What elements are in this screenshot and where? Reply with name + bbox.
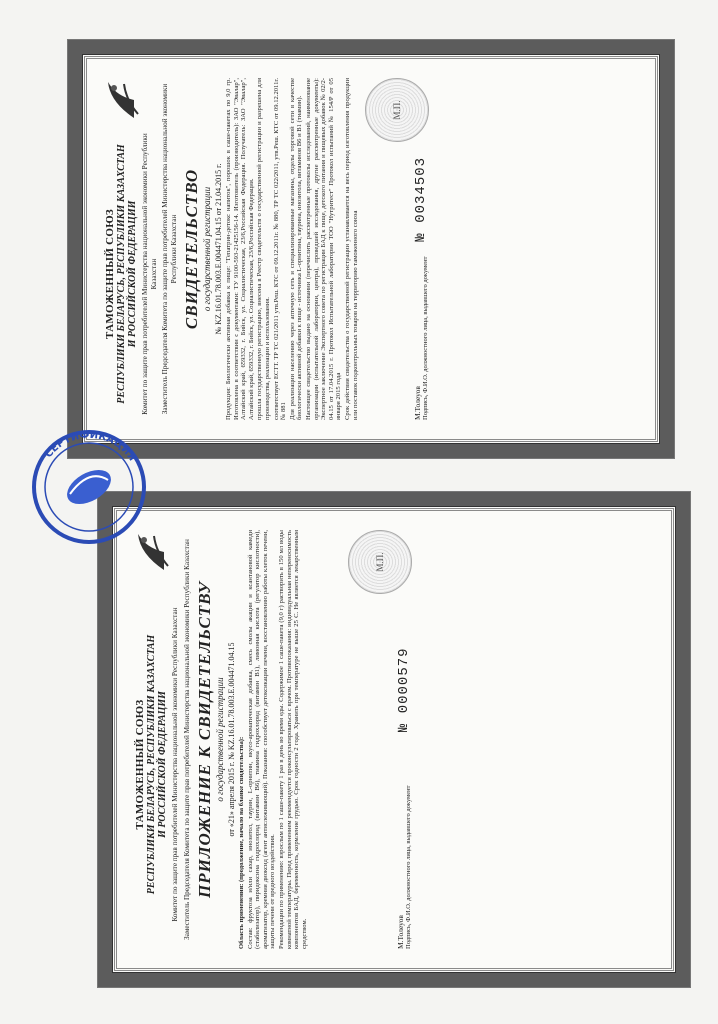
deputy-title: Заместитель Председателя Комитета по защите прав потребителей Министерства национальной экономики Республики Казахстан	[182, 539, 191, 940]
date-mid: »	[227, 809, 236, 816]
signature-hint: Подпись, Ф.И.О. должностного лица, выдавшего документ	[405, 785, 413, 949]
basis-text: Настоящее свидетельство выдано на основании (перечислить рассмотренные протоколы исследований, наименование организации (испытательной лаборатории, центра), проведшей исследования, другие рассмотренные документы): Экспертное заключение Экспертного совета по регистрации БАД к пище, детского питания и пищевых добавок № 02/2-04.15 от 17.04.2015 г. Протокол Испытательной лаборатории ТОО "Нутритест" Протокол испытаний № 154/Р от 05 января 2015 года	[304, 78, 343, 420]
signature-hint: Подпись, Ф.И.О. должностного лица, выдавшего документ	[422, 256, 430, 420]
signer-name: М.Толеуов	[396, 915, 406, 949]
serial-number: № 0034503	[413, 156, 430, 242]
certificate-subtitle: о государственной регистрации	[202, 186, 212, 312]
usage-text: Рекомендации по применению: взрослым по 1 саше-пакету 1 раз в день во время еды. Содержимое 1 саше-пакета (9,0 г) растворить в 150 мл воды комнатной температуры. Перед применением рекомендуется проконсультироваться с врачом. Противопоказания: индивидуальная непереносимость компонентов БАД, беременность, кормление грудью. Срок годности 2 года. Хранить при температуре не выше 25 С. Не является лекарственным средством.	[277, 530, 308, 949]
date-prefix: от «	[227, 823, 236, 837]
composition-text: Состав: фруктоза и/или сахар, инозитол, таурин, L-орнитин, вкусо-ароматическая добавка, смесь смолы акации и ксантановой камеди (стабилизатор), пиридоксина гидрохлорид (витамин В6), тиамина гидрохлорид (витамин В1), лимонная кислота (регулятор кислотности), ароматизатор, кремния диоксид (агент антислеживающий). Показания: способствует детоксикации печени, восстановлению работы клеток печени, защиты печени от вредного воздействия.	[246, 530, 277, 949]
appendix-sheet	[98, 492, 690, 987]
committee-name: Комитет по защите прав потребителей Министерства национальной экономики Республики Казахстан	[141, 133, 158, 415]
date-month: апреля	[227, 786, 236, 810]
appendix-title: ПРИЛОЖЕНИЕ К СВИДЕТЕЛЬСТВУ	[195, 581, 214, 899]
signer-name: М.Толеуов	[413, 386, 423, 420]
appendix-subtitle: о государственной регистрации	[215, 677, 225, 802]
certificate-footer	[365, 78, 429, 420]
republics-line-1: РЕСПУБЛИКИ БЕЛАРУСЬ, РЕСПУБЛИКИ КАЗАХСТАН	[116, 144, 127, 404]
appendix-body	[238, 530, 308, 949]
republics-line-1: РЕСПУБЛИКИ БЕЛАРУСЬ, РЕСПУБЛИКИ КАЗАХСТАН	[146, 634, 157, 895]
date-suffix: г. №	[227, 752, 236, 769]
certificate-sheet	[68, 40, 674, 458]
compliance-text: прошла государственную регистрацию, внесена в Реестр свидетельств о государственной регистрации и разрешена для производства, реализации и использования.	[256, 78, 271, 420]
seal-mp: М.П.	[348, 530, 412, 594]
area-text: Для реализации населению через аптечную сеть и специализированные магазины, отделы торговой сети в качестве биологически активной добавки к пище - источника L-орнитина, таурина, инозитола, витаминов В6 и В1 (тиамин).	[288, 78, 304, 420]
union-title: ТАМОЖЕННЫЙ СОЮЗ	[134, 699, 146, 830]
product-text: Продукция: Биологически активная добавка к пище: "Гепатрин-детокс напиток", порошок в саше-пакетах по 9,0 гр. Изготовлена в соответствии с документами: ТУ 9100-593-21425156-14. Изготовитель (производитель): ЗАО "Эвалар", Алтайский край, 659332, г. Бийск, ул. Социалистическая, 23/6,Российская Федерация. Получатель: ЗАО "Эвалар", Алтайский край, 659332, г. Бийск, ул. Социалистическая, 23/6,Российская Федерация.	[225, 78, 255, 420]
certificate-number: № KZ.16.01.78.003.E.004471.04.15 от 21.04.2015 г.	[214, 163, 223, 335]
validity-text: Срок действия свидетельства о государственной регистрации устанавливается на весь период изготовления продукции или поставок подконтрольных товаров на территорию таможенного союза	[343, 78, 359, 420]
date-year: 2015	[227, 768, 236, 785]
appendix-date-number	[227, 530, 236, 949]
appendix-footer	[348, 530, 412, 949]
area-text: Область применения: (продолжение, начало на бланке свидетельства):	[238, 736, 245, 949]
republics-line-2: И РОССИЙСКОЙ ФЕДЕРАЦИИ	[127, 200, 138, 348]
certificate-title: СВИДЕТЕЛЬСТВО	[182, 168, 201, 330]
date-day: 21	[227, 815, 236, 824]
seal-mp: М.П.	[365, 78, 429, 142]
certificate-body	[225, 78, 359, 420]
stamp-text: СЕРТИФИКАЦИЯ	[43, 429, 138, 464]
customs-union-logo-icon	[104, 78, 142, 122]
blue-round-stamp	[30, 428, 148, 546]
serial-number: № 0000579	[396, 647, 413, 733]
appendix-number: KZ.16.01.78.003.E.004471.04.15	[227, 642, 236, 751]
deputy-title: Заместитель Председателя Комитета по защите прав потребителей Министерства национальной экономики Республики Казахстан	[161, 83, 178, 415]
union-title: ТАМОЖЕННЫЙ СОЮЗ	[104, 208, 116, 340]
republics-line-2: И РОССИЙСКОЙ ФЕДЕРАЦИИ	[157, 691, 168, 838]
committee-name: Комитет по защите прав потребителей Министерства национальной экономики Республики Казахстан	[171, 607, 179, 922]
compliance-text-2: соответствует ЕСТТ. ТР ТС 021/2011 утв.Реш. КТС от 09.12.2011г. № 880, ТР ТС 022/2011, утв.Реш. КТС от 09.12.2011г. № 881	[272, 78, 288, 420]
